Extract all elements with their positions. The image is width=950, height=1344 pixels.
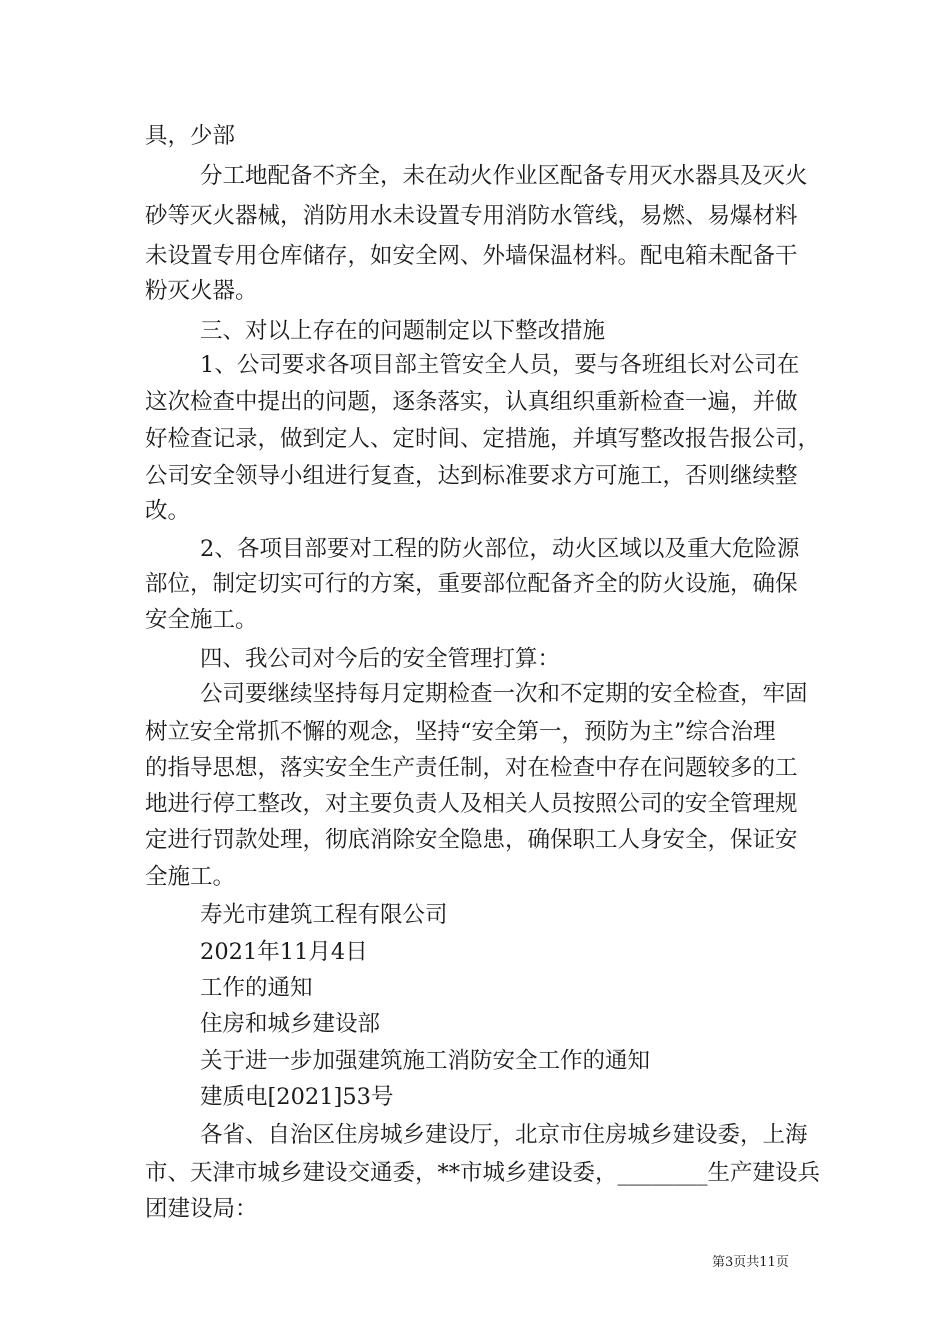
text-line: 粉灭火器。 (145, 278, 258, 304)
text-line: 三、对以上存在的问题制定以下整改措施 (200, 318, 606, 344)
text-line: 四、我公司对今后的安全管理打算： (200, 646, 561, 672)
text-line: 改。 (145, 498, 191, 524)
text-line: 建质电[2021]53号 (200, 1084, 394, 1110)
text-line: 定进行罚款处理，彻底消除安全隐患，确保职工人身安全，保证安 (145, 827, 798, 853)
text-line: 2、各项目部要对工程的防火部位，动火区域以及重大危险源 (200, 536, 800, 562)
text-line: 寿光市建筑工程有限公司 (200, 902, 448, 928)
text-line: 这次检查中提出的问题，逐条落实，认真组织重新检查一遍，并做 (145, 389, 798, 415)
text-line: 部位，制定切实可行的方案，重要部位配备齐全的防火设施，确保 (145, 571, 798, 597)
text-line: 关于进一步加强建筑施工消防安全工作的通知 (200, 1048, 651, 1074)
text-line: 团建设局： (145, 1196, 258, 1222)
text-line: 公司安全领导小组进行复查，达到标准要求方可施工，否则继续整 (145, 463, 798, 489)
text-line: 1、公司要求各项目部主管安全人员，要与各班组长对公司在 (200, 352, 800, 378)
text-line: 分工地配备不齐全，未在动火作业区配备专用灭水器具及灭火 (200, 163, 808, 189)
text-line: 未设置专用仓库储存，如安全网、外墙保温材料。配电箱未配备干 (145, 243, 798, 269)
text-line: 住房和城乡建设部 (200, 1011, 381, 1037)
text-line: 树立安全常抓不懈的观念，坚持“安全第一，预防为主”综合治理 (145, 719, 776, 745)
text-line: 安全施工。 (145, 607, 258, 633)
text-line: 的指导思想，落实安全生产责任制，对在检查中存在问题较多的工 (145, 755, 798, 781)
text-line: 各省、自治区住房城乡建设厅，北京市住房城乡建设委，上海 (200, 1122, 808, 1148)
text-line: 市、天津市城乡建设交通委，**市城乡建设委，________生产建设兵 (145, 1160, 821, 1186)
text-line: 全施工。 (145, 864, 236, 890)
text-line: 工作的通知 (200, 975, 313, 1001)
text-line: 具，少部 (145, 123, 236, 149)
text-line: 2021年11月4日 (200, 939, 368, 965)
text-line: 好检查记录，做到定人、定时间、定措施，并填写整改报告报公司， (145, 426, 821, 452)
text-line: 公司要继续坚持每月定期检查一次和不定期的安全检查，牢固 (200, 681, 808, 707)
text-line: 砂等灭火器械，消防用水未设置专用消防水管线，易燃、易爆材料 (145, 203, 798, 229)
text-line: 地进行停工整改，对主要负责人及相关人员按照公司的安全管理规 (145, 791, 798, 817)
page-number: 第3页共11页 (712, 1255, 789, 1270)
